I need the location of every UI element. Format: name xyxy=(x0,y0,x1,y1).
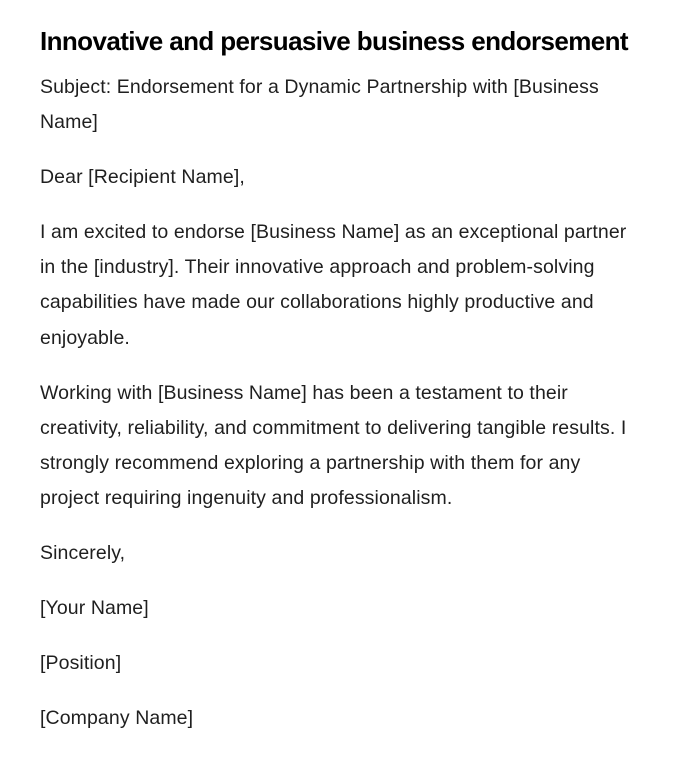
salutation: Dear [Recipient Name], xyxy=(40,166,245,189)
subject-line: Subject: Endorsement for a Dynamic Partnership with [Business Name] xyxy=(40,76,599,134)
body-paragraph-2: Working with [Business Name] has been a testament to their creativity, reliability, and commitment to delivering tangible results. I strongly recommend exploring a partnership with them for any project requiring ingenuity and professionalism. xyxy=(40,381,627,510)
document-title: Innovative and persuasive business endorsement xyxy=(40,26,628,56)
closing: Sincerely, xyxy=(40,542,126,565)
signature-name: [Your Name] xyxy=(40,597,149,620)
signature-position: [Position] xyxy=(40,651,122,674)
body-paragraph-1: I am excited to endorse [Business Name] as an exceptional partner in the [industry]. Their innovative approach and problem-solving capabilities have made our collaborations highly productive and enjoyable. xyxy=(40,220,627,349)
signature-company: [Company Name] xyxy=(40,706,194,729)
